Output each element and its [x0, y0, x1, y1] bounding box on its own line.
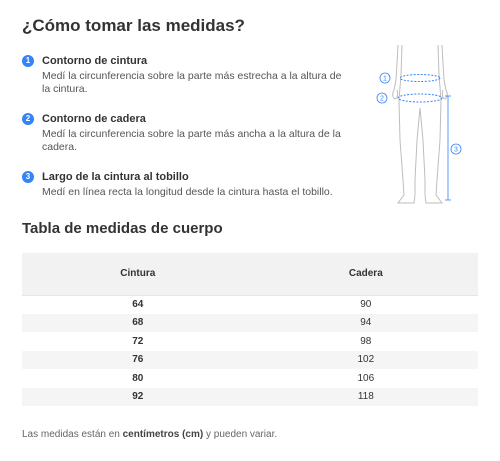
cell-hip: 106 [357, 372, 375, 384]
cell-hip: 98 [360, 335, 372, 347]
cell-hip: 102 [254, 351, 478, 370]
svg-text:2: 2 [380, 95, 384, 103]
step-number-badge: 2 [22, 113, 34, 125]
footnote-prefix: Las medidas están en [22, 429, 123, 440]
table-row [22, 388, 478, 407]
cell-waist: 68 [22, 314, 254, 333]
step-title: Contorno de cadera [42, 113, 146, 125]
cell-waist: 76 [22, 351, 254, 370]
step-description: Medí la circunferencia sobre la parte más estrecha a la altura de la cintura. [42, 70, 342, 95]
step-number-badge: 1 [22, 55, 34, 67]
column-header-waist: Cintura [22, 253, 254, 295]
footnote-suffix: y pueden variar. [203, 429, 278, 440]
svg-text:1: 1 [383, 75, 387, 83]
table-title: Tabla de medidas de cuerpo [22, 220, 223, 237]
step-length [22, 170, 342, 199]
footnote [22, 429, 277, 440]
cell-waist: 80 [132, 372, 144, 384]
cell-waist: 72 [132, 335, 144, 347]
cell-hip: 90 [360, 299, 372, 310]
table-row [22, 332, 478, 351]
cell-hip: 94 [254, 314, 478, 333]
column-header-hip: Cadera [254, 253, 478, 295]
marker-3 [451, 144, 461, 154]
marker-1 [380, 73, 390, 83]
table-row [22, 314, 478, 333]
table-row [22, 295, 478, 314]
step-waist [22, 54, 342, 96]
marker-2 [377, 93, 387, 103]
cell-waist: 92 [22, 388, 254, 407]
step-description: Medí en línea recta la longitud desde la cintura hasta el tobillo. [42, 186, 333, 198]
cell-hip: 118 [254, 388, 478, 407]
body-figure-illustration [370, 40, 470, 215]
step-number-badge: 3 [22, 171, 34, 183]
steps-list [22, 54, 342, 215]
size-table [22, 253, 478, 406]
table-header-row [22, 253, 478, 295]
table-row [22, 369, 478, 388]
page-title: ¿Cómo tomar las medidas? [22, 16, 245, 35]
footnote-emphasis: centímetros (cm) [122, 429, 204, 440]
svg-text:3: 3 [454, 146, 458, 154]
cell-waist: 64 [132, 299, 144, 310]
table-row [22, 351, 478, 370]
step-description: Medí la circunferencia sobre la parte más ancha a la altura de la cadera. [42, 128, 341, 153]
step-title: Contorno de cintura [42, 55, 148, 67]
step-hip [22, 112, 342, 154]
step-title: Largo de la cintura al tobillo [42, 171, 189, 183]
